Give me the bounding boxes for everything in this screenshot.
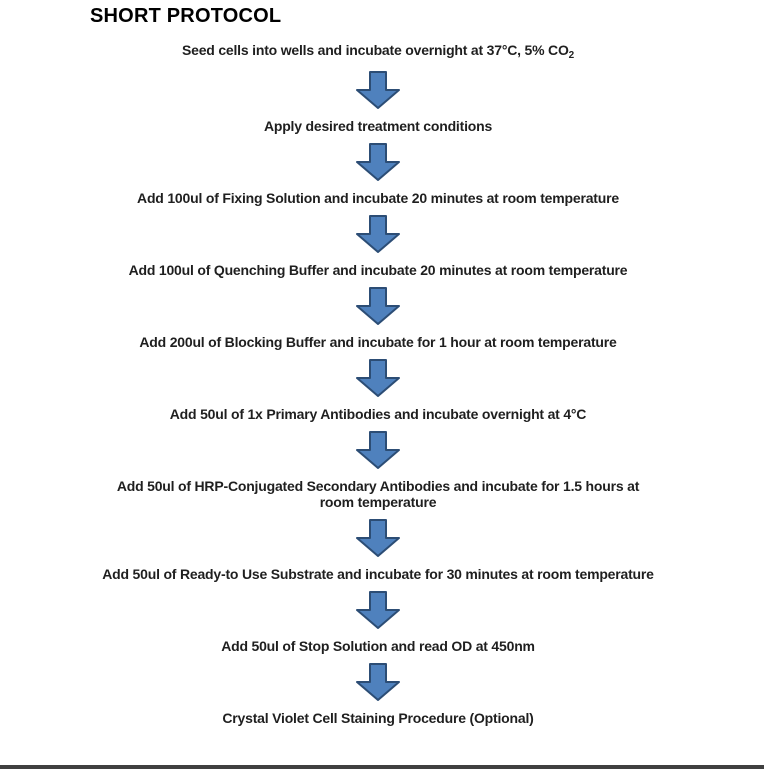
down-arrow-icon (355, 591, 401, 629)
down-arrow-icon (355, 71, 401, 109)
protocol-step: Add 100ul of Quenching Buffer and incubate 20 minutes at room temperature (128, 261, 628, 278)
protocol-step: Add 50ul of 1x Primary Antibodies and incubate overnight at 4°C (169, 405, 587, 422)
bottom-border (0, 765, 764, 769)
protocol-step: Add 50ul of Stop Solution and read OD at 450nm (221, 638, 535, 655)
down-arrow-icon (355, 215, 401, 253)
protocol-step: Add 200ul of Blocking Buffer and incubate for 1 hour at room temperature (139, 333, 617, 350)
protocol-step: Add 50ul of HRP-Conjugated Secondary Antibodies and incubate for 1.5 hours at room temperature (116, 477, 640, 511)
down-arrow-icon (355, 359, 401, 397)
down-arrow-icon (355, 143, 401, 181)
down-arrow-icon (355, 519, 401, 557)
protocol-step: Apply desired treatment conditions (263, 117, 493, 134)
protocol-step: Crystal Violet Cell Staining Procedure (Optional) (222, 710, 534, 727)
protocol-step: Add 50ul of Ready-to Use Substrate and incubate for 30 minutes at room temperature (102, 566, 654, 583)
down-arrow-icon (355, 663, 401, 701)
down-arrow-icon (355, 287, 401, 325)
protocol-step: Add 100ul of Fixing Solution and incubate 20 minutes at room temperature (137, 189, 619, 206)
protocol-page (0, 5, 764, 769)
down-arrow-icon (355, 431, 401, 469)
protocol-flowchart (0, 42, 764, 726)
co2-subscript: 2 (568, 50, 575, 61)
page-title: SHORT PROTOCOL (90, 5, 282, 27)
protocol-step: Seed cells into wells and incubate overnight at 37°C, 5% $CO_2$ (181, 42, 575, 61)
